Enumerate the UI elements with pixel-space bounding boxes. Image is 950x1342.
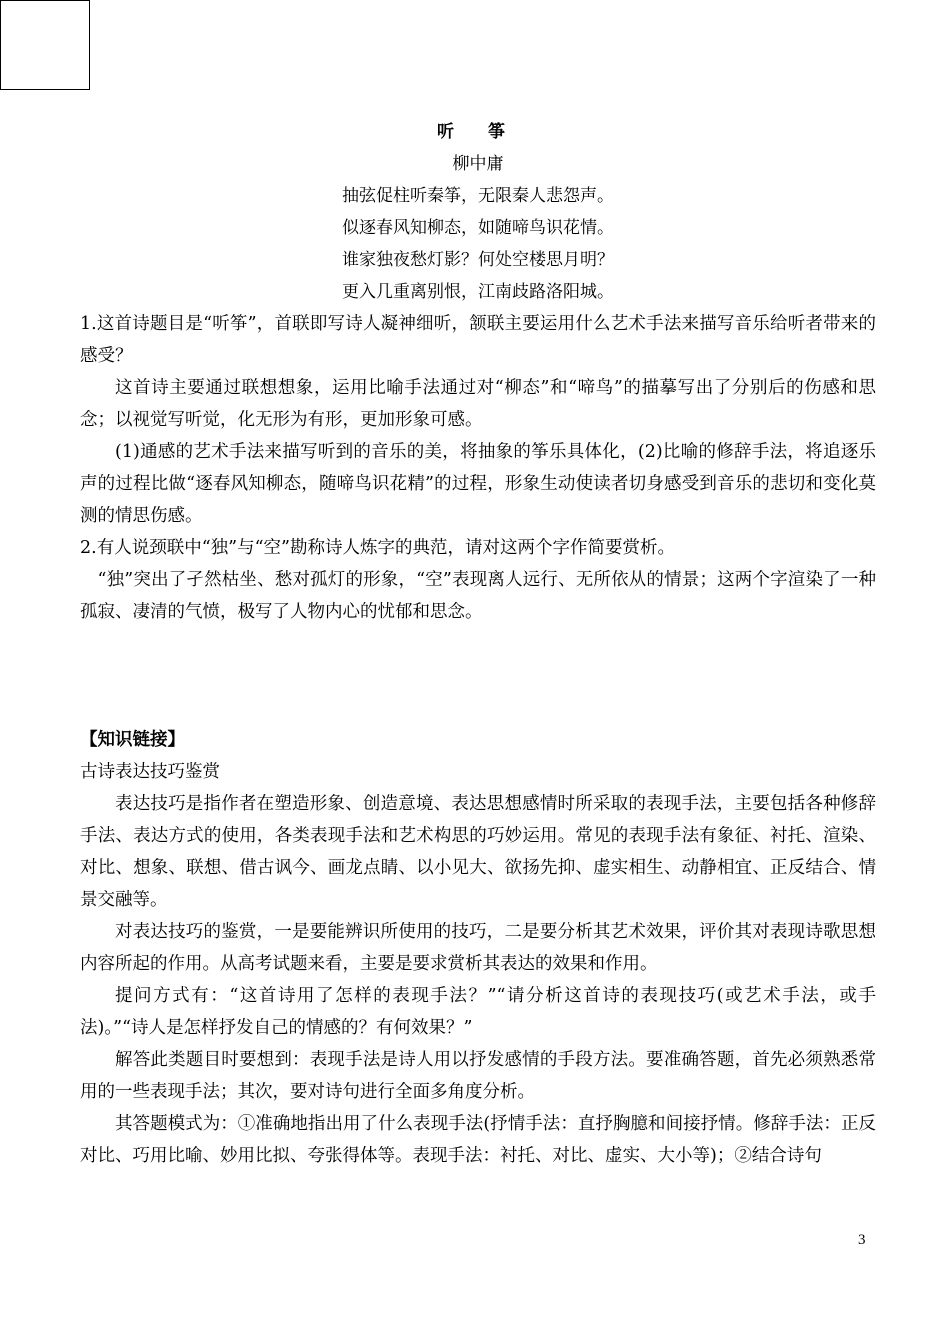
- question-2: 2.有人说颈联中“独”与“空”勘称诗人炼字的典范，请对这两个字作简要赏析。: [80, 538, 675, 558]
- poem-line: 谁家独夜愁灯影？何处空楼思月明？: [342, 250, 614, 270]
- poem-line: 似逐春风知柳态，如随啼鸟识花情。: [342, 218, 614, 238]
- knowledge-paragraph: 其答题模式为：①准确地指出用了什么表现手法(抒情手法：直抒胸臆和间接抒情。修辞手法：正反对比、巧用比喻、妙用比拟、夸张得体等。表现手法：衬托、对比、虚实、大小等)；②结合诗句: [80, 1114, 876, 1166]
- question-1: 1.这首诗题目是“听筝”，首联即写诗人凝神细听，颔联主要运用什么艺术手法来描写音乐给听者带来的感受？: [80, 314, 876, 366]
- answer-1-paragraph: (1)通感的艺术手法来描写听到的音乐的美，将抽象的筝乐具体化，(2)比喻的修辞手法，将追逐乐声的过程比做“逐春风知柳态，随啼鸟识花精”的过程，形象生动使读者切身感受到音乐的悲切和变化莫测的情思伤感。: [80, 442, 876, 526]
- knowledge-paragraph: 对表达技巧的鉴赏，一是要能辨识所使用的技巧，二是要分析其艺术效果，评价其对表现诗歌思想内容所起的作用。从高考试题来看，主要是要求赏析其表达的效果和作用。: [80, 922, 876, 974]
- answer-2: “独”突出了孑然枯坐、愁对孤灯的形象，“空”表现离人远行、无所依从的情景；这两个字渲染了一种孤寂、凄清的气愤，极写了人物内心的忧郁和思念。: [80, 570, 876, 622]
- knowledge-subtitle: 古诗表达技巧鉴赏: [80, 762, 220, 782]
- corner-box: [0, 0, 90, 90]
- knowledge-paragraph: 表达技巧是指作者在塑造形象、创造意境、表达思想感情时所采取的表现手法，主要包括各种修辞手法、表达方式的使用，各类表现手法和艺术构思的巧妙运用。常见的表现手法有象征、衬托、渲染、对比、想象、联想、借古讽今、画龙点睛、以小见大、欲扬先抑、虚实相生、动静相宜、正反结合、情景交融等。: [80, 794, 876, 910]
- knowledge-paragraph: 提问方式有：“这首诗用了怎样的表现手法？”“请分析这首诗的表现技巧(或艺术手法，或手法)。”“诗人是怎样抒发自己的情感的？有何效果？”: [80, 986, 876, 1038]
- section-spacer: [80, 628, 876, 724]
- knowledge-header: 【知识链接】: [80, 730, 185, 750]
- poem-title: 听 筝: [437, 122, 519, 142]
- knowledge-paragraph: 解答此类题目时要想到：表现手法是诗人用以抒发感情的手段方法。要准确答题，首先必须熟悉常用的一些表现手法；其次，要对诗句进行全面多角度分析。: [80, 1050, 876, 1102]
- page-content: [80, 116, 876, 1172]
- poem-line: 更入几重离别恨，江南歧路洛阳城。: [342, 282, 614, 302]
- page-number: 3: [858, 1232, 866, 1248]
- poem-line: 抽弦促柱听秦筝，无限秦人悲怨声。: [342, 186, 614, 206]
- poem-author: 柳中庸: [452, 154, 504, 174]
- answer-1-paragraph: 这首诗主要通过联想想象，运用比喻手法通过对“柳态”和“啼鸟”的描摹写出了分别后的伤感和思念；以视觉写听觉，化无形为有形，更加形象可感。: [80, 378, 876, 430]
